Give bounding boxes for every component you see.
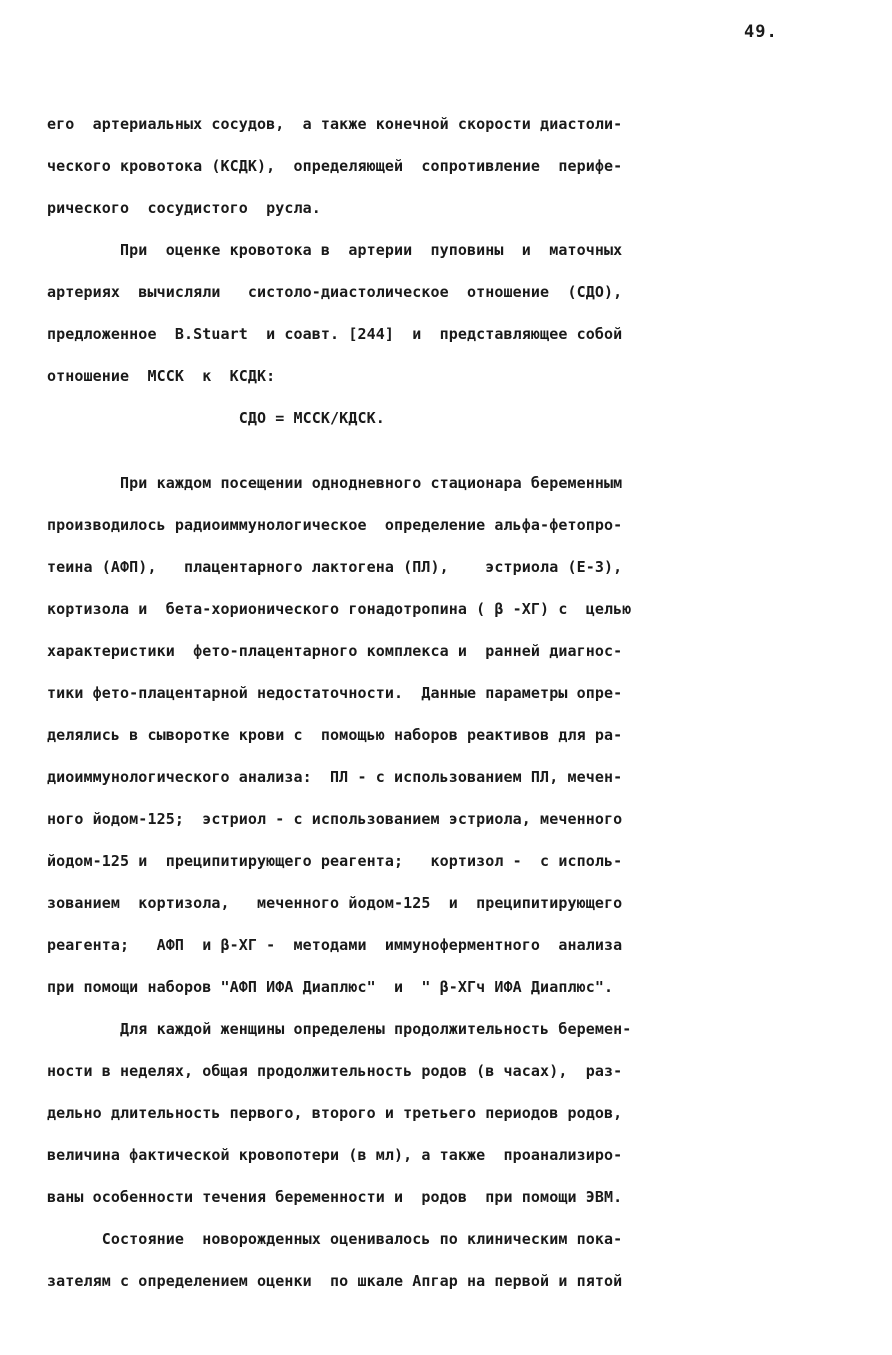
text-line: зателям с определением оценки по шкале Апгар на первой и пятой xyxy=(47,1272,623,1290)
text-line: ного йодом-125; эстриол - с использованием эстриола, меченного xyxy=(47,810,623,828)
text-line: ваны особенности течения беременности и родов при помощи ЭВМ. xyxy=(47,1188,623,1206)
paragraph xyxy=(47,462,847,1302)
text-line: дельно длительность первого, второго и третьего периодов родов, xyxy=(47,1104,623,1122)
text-line: тики фето-плацентарной недостаточности. Данные параметры опре- xyxy=(47,684,623,702)
page-number: 49. xyxy=(744,22,778,42)
text-line: величина фактической кровопотери (в мл), а также проанализиро- xyxy=(47,1146,623,1164)
paragraph xyxy=(47,103,847,229)
text-line: зованием кортизола, меченного йодом-125 и преципитирующего xyxy=(47,894,623,912)
text-line: ности в неделях, общая продолжительность родов (в часах), раз- xyxy=(47,1062,623,1080)
text-line: ческого кровотока (КСДК), определяющей сопротивление перифе- xyxy=(47,157,623,175)
text-line: его артериальных сосудов, а также конечной скорости диастоли- xyxy=(47,115,623,133)
text-line: Для каждой женщины определены продолжительность беремен- xyxy=(47,1020,632,1038)
text-line: Состояние новорожденных оценивалось по клиническим пока- xyxy=(47,1230,623,1248)
text-line: отношение МССК к КСДК: xyxy=(47,367,276,385)
text-line: йодом-125 и преципитирующего реагента; кортизол - с исполь- xyxy=(47,852,623,870)
spacer xyxy=(47,437,847,462)
text-line: диоиммунологического анализа: ПЛ - с использованием ПЛ, мечен- xyxy=(47,768,623,786)
text-line: при помощи наборов "АФП ИФА Диаплюс" и " β-ХГч ИФА Диаплюс". xyxy=(47,978,614,996)
paragraph xyxy=(47,229,847,397)
text-line: артериях вычисляли систоло-диастолическое отношение (СДО), xyxy=(47,283,623,301)
text-line: кортизола и бета-хорионического гонадотропина ( β -ХГ) с целью xyxy=(47,600,632,618)
text-line: делялись в сыворотке крови с помощью наборов реактивов для ра- xyxy=(47,726,623,744)
text-line: рического сосудистого русла. xyxy=(47,199,321,217)
body-text xyxy=(47,103,847,1302)
formula: СДО = МССК/КДСК. xyxy=(47,409,385,427)
text-line: характеристики фето-плацентарного комплекса и ранней диагнос- xyxy=(47,642,623,660)
text-line: При оценке кровотока в артерии пуповины и маточных xyxy=(47,241,623,259)
text-line: теина (АФП), плацентарного лактогена (ПЛ), эстриола (Е-3), xyxy=(47,558,623,576)
text-line: При каждом посещении однодневного стационара беременным xyxy=(47,474,623,492)
text-line: предложенное B.Stuart и соавт. [244] и представляющее собой xyxy=(47,325,623,343)
text-line: производилось радиоиммунологическое определение альфа-фетопро- xyxy=(47,516,623,534)
text-line: реагента; АФП и β-ХГ - методами иммуноферментного анализа xyxy=(47,936,623,954)
